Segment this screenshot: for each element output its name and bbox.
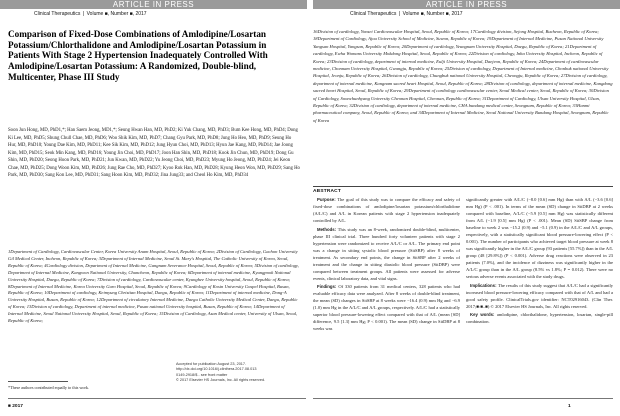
abstract-purpose: Purpose: The goal of this study was to compare the efficacy and safety of fixed-dose combinations of amlodipine/losartan potassium/chlorthalidone (A/L/C) and A/L in Korean patients with stage 2 hypertension inadequately controlled by A/L.	[313, 197, 460, 223]
article-title: Comparison of Fixed-Dose Combinations of Amlodipine/Losartan Potassium/Chlorthalidone and Amlodipine/Losartan Potassium in Patients With Stage 2 Hypertension Inadequately Controlled With Amlodipine/Losartan Potassium: A Randomized, Double-blind, Multicenter, Phase III Study	[8, 29, 268, 82]
publication-info	[176, 362, 298, 384]
abstract-column-left	[313, 196, 460, 334]
abstract-heading: ABSTRACT	[313, 186, 613, 194]
doi-link[interactable]: http://dx.doi.org/10.1016/j.clinthera.2017.08.013	[176, 367, 257, 372]
copyright-line: © 2017 Elsevier HS Journals, Inc. All rights reserved.	[176, 378, 266, 383]
footer-divider	[8, 398, 306, 399]
affiliations: 1Department of Cardiology, Cardiovascular Center, Korea University Anam Hospital, Seoul, Republic of Korea; 2Division of Cardiology, Gachon University Gil Medical Center, Incheon, Republic of Korea; 3Department of Internal Medicine, Seoul St. Mary's Hospital, The Catholic University of Korea, Seoul, Republic of Korea; 4Cardiology division, Department of Internal Medicine, Gangnam Severance Hospital, Seoul, Republic of Korea; 5Division of cardiology, Department of Internal Medicine, Kangwon National University, Chuncheon, Republic of Korea; 6Department of internal medicine, Kyungpook National University Hospital, Daegu, Republic of Korea; 7Division of cardiology, Cardiovascular center, Kyunghee University hospital, Seoul, Republic of Korea; 8Department of Internal Medicine, Korea University Guro Hospital, Seoul, Republic of Korea; 9Cardiology of Kosin University Gospel Hospital, Busan, Republic of Korea; 10Department of cardiology, Keimyung Christian Hospital, Daegu, Republic of Korea; 11Department of internal medicine, Dong-A University Hospital, Busan, Republic of Korea; 12Department of circulatory Internal Medicine, Daegu Catholic University Medical Center, Daegu, Republic of Korea; 13Division of cardiology, Department of internal medicine, Pusan national University hospital, Busan, Republic of Korea; 14Department of Internal Medicine, Seoul National University Hospital, Seoul, Republic of Korea; 15Division of Cardiology, Asan Medical center, University of Ulsan, Seoul, Republic of Korea;	[8, 249, 299, 324]
accepted-date: Accepted for publication August 23, 2017.	[176, 362, 247, 366]
footer-divider	[313, 398, 613, 399]
issn-line: 0149-2918/$ - see front matter	[176, 372, 228, 377]
findings-label: Findings:	[317, 284, 337, 290]
affiliations-continued: 16Division of cardiology, Yonsei Cardiovascular Hospital, Seoul, Republic of Korea; 17Cardiology division, Sejong Hospital, Bucheon, Republic of Korea; 18Department of Cardiology, Ajou University School of Medicine, Suwon, Republic of Korea; 19Department of Internal Medicine, Pusan National University Yangsan Hospital, Yangsan, Republic of Korea; 20Department of cardiology, Yeungnam University Hospital, Daegu, Republic of Korea; 21Department of cardiology, Ewha Womans University Mokdong Hospital, Seoul, Republic of Korea; 22Division of cardiology, Inha University Hospital, Incheon, Republic of Korea; 23Division of cardiology, department of internal medicine, Eulji University Hospital, Daejeon, Republic of Korea; 24Department of cardiovascular medicine, Chonnam University Hospital, Gwangju, Republic of Korea; 25Division of cardiology, Department of Internal medicine, Chonbuk national University Hospital, Jeonju, Republic of Korea; 26Division of cardiology, Chungbuk national University Hospital, Cheongju, Republic of Korea; 27Division of cardiology, department of internal medicine, Kangnam sacred heart Hospital, Seoul, Republic of Korea; 28Division of cardiology, department of internal medicine, Kangdong sacred heart Hospital, Seoul, Republic of Korea; 29Department of cardiology cardiovascular center, Seoul Medical center, Seoul, Republic of Korea; 30Division of Cardiology, Soonchunhyang University Cheonan Hospital, Cheonan, Republic of Korea; 31Department of Cardiology, Ulsan University Hospital, Ulsan, Republic of Korea; 32Division of cardiology, department of internal medicine, CHA bundang medical center, Seongnam, Republic of Korea; 33Hanmi pharmaceutical company, Seoul, Republic of Korea; and 34Department of Internal Medicine, Seoul National University Bundang Hospital, Seongnam, Republic of Korea	[313, 29, 613, 123]
abstract-column-right	[466, 196, 613, 327]
footer-year: ■ 2017	[8, 404, 23, 409]
article-in-press-banner: ARTICLE IN PRESS	[313, 0, 620, 9]
methods-label: Methods:	[317, 226, 337, 232]
abstract-methods: Methods: This study was an 8-week, randomized double-blind, multicenter, phase III clinical trial. Three hundred forty volunteer patients with stage 2 hypertension were randomized to receive A/L/C or A/L. The primary end point was a change in sitting systolic blood pressure (SitSBP) after 8 weeks of treatment. As secondary end points, the change in SitSBP after 2 weeks of treatment and the change in sitting diastolic blood pressure (SitDBP) were compared between treatment groups. All patients were assessed for adverse events, clinical laboratory data, and vital signs.	[313, 226, 461, 281]
abstract-findings-continued: significantly greater with A/L/C (−8.0 [0.6] mm Hg) than with A/L (−3.6 [0.6] mm Hg) (P < .001). In terms of the mean (SD) change in SitDBP at 2 weeks compared with baseline, A/L/C (−5.9 [0.5] mm Hg) was statistically different from A/L (−1.9 [0.5] mm Hg) (P < .001). Mean (SD) SitSBP change from baseline to week 2 was −15.2 (0.9) and −5.1 (0.9) in the A/L/C and A/L groups, respectively, with a statistically significant blood pressure-lowering effect (P < 0.001). The number of participants who achieved target blood pressure at week 8 was significantly higher in the A/L/C group (93 patients [55.7%]) than in the A/L group (48 [29.8%]) (P < 0.001). Adverse drug reactions were observed in 23 patients (7.0%), and the incidence of dizziness was significantly higher in the A/L/C group than in the A/L group (8.5% vs 1.8%; P = 0.012). There were no serious adverse events associated with the study drugs.	[466, 197, 613, 279]
article-in-press-banner: ARTICLE IN PRESS	[0, 0, 307, 9]
author-list: Soon Jun Hong, MD, PhD1,*; Han Saem Jeong, MD1,*; Seung Hwan Han, MD, PhD2; Ki Yuk Chang, MD, PhD3; Bum Kee Hong, MD, PhD4; Dong Ki Lee, MD, PhD5; Shung Chull Chae, MD, PhD6; Woo Shik Kim, MD, PhD7; Chang Gyu Park, MD, PhD8; Jung Ho Heo, MD, PhD9; Seung Ho Hur, MD, PhD10; Young Dae Kim, MD, PhD11; Kee Sik Kim, MD, PhD12; Jung Hyun Choi, MD, PhD13; Hyun Jae Kang, MD, PhD14; Jae Joong Kim, MD, PhD15; Seok Min Kang, MD, PhD16; Young Jin Choi, MD, PhD17; Joon Han Shin, MD, PhD18; Kook Jin Chun, MD, PhD19; Dong Gu Shin, MD, PhD20; Seong Hoon Park, MD, PhD21; Jun Kwan, MD, PhD22; Yu Jeong Choi, MD, PhD23; Myung Ho Jeong, MD, PhD24; Jei Keon Chae, MD, PhD25; Dong Woon Kim, MD, PhD26; Jung Rae Cho, MD, PhD27; Kyoo Rok Han, MD, PhD28; Kyung Heon Won, MD, PhD29; Sang Ho Park, MD, PhD30; Sang Kon Lee, MD, PhD31; Sang Hoon Kim, MD, PhD32; Jina Jung33; and Cheol Ho Kim, MD, PhD34	[8, 128, 300, 178]
running-head: Clinical Therapeutics | Volume ■, Number ■, 2017	[350, 11, 463, 17]
keywords-label: Key words:	[470, 312, 495, 318]
purpose-label: Purpose:	[317, 197, 336, 202]
running-head: Clinical Therapeutics | Volume ■, Number ■, 2017	[34, 11, 147, 17]
implications-label: Implications:	[470, 282, 497, 288]
abstract-keywords: Key words: amlodipine, chlorthalidone, hypertension, losartan, single-pill combination.	[466, 312, 613, 325]
abstract-findings: Findings: Of 330 patients from 31 medical centers, 328 patients who had evaluable efficacy data were analyzed. After 8 weeks of double-blind treatment, the mean (SD) changes in SitSBP at 8 weeks were −16.4 (0.9) mm Hg and −6.9 (1.0) mm Hg in the A/L/C and A/L groups, respectively. A/L/C had a statistically superior blood pressure-lowering effect compared with that of A/L (mean [SD] difference, 9.5 [1.3] mm Hg; P < 0.001). The mean (SD) change in SitDBP at 8 weeks was	[313, 284, 460, 332]
abstract-implications: Implications: The results of this study suggest that A/L/C had a significantly increased blood pressure-lowering efficacy compared with that of A/L and had a good safety profile. ClinicalTrials.gov identifier: NCT02916043. (Clin Ther. 2017;■:■–■) © 2017 Elsevier HS Journals, Inc. All rights reserved.	[466, 282, 613, 309]
equal-contribution-footnote: *These authors contributed equally to this work.	[8, 385, 90, 390]
footnote-divider	[8, 381, 68, 382]
page-number: 1	[568, 404, 571, 409]
